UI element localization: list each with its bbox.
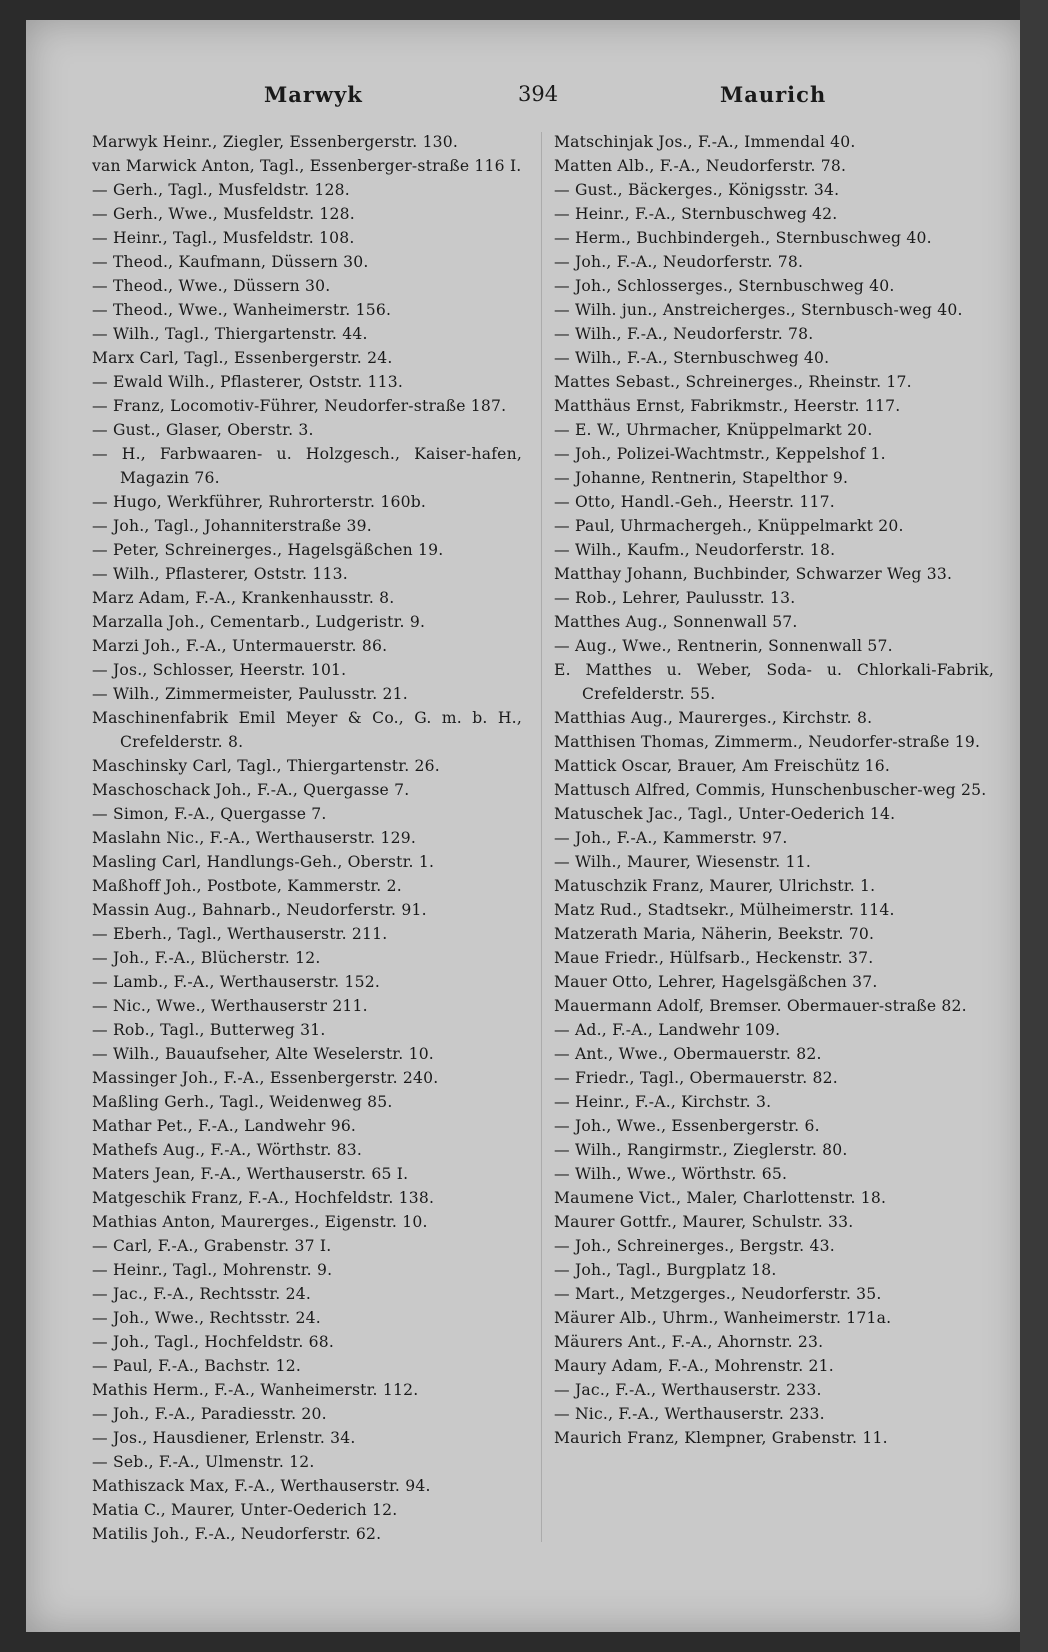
directory-entry: Mauer Otto, Lehrer, Hagelsgäßchen 37. [554, 973, 878, 991]
directory-entry: — Rob., Lehrer, Paulusstr. 13. [554, 589, 796, 607]
directory-entry: — Joh., Tagl., Hochfeldstr. 68. [92, 1333, 335, 1351]
directory-entry: — Joh., Tagl., Johanniterstraße 39. [92, 517, 372, 535]
directory-entry: — Otto, Handl.-Geh., Heerstr. 117. [554, 493, 835, 511]
directory-entry: Maslahn Nic., F.-A., Werthauserstr. 129. [92, 829, 416, 847]
directory-entry: Maumene Vict., Maler, Charlottenstr. 18. [554, 1189, 887, 1207]
directory-entry: — Eberh., Tagl., Werthauserstr. 211. [92, 925, 388, 943]
directory-entry: — Joh., Schlosserges., Sternbuschweg 40. [554, 277, 895, 295]
directory-entry: Matilis Joh., F.-A., Neudorferstr. 62. [92, 1525, 382, 1543]
directory-entry: — Wilh., F.-A., Sternbuschweg 40. [554, 349, 830, 367]
directory-entry: — Wilh., Bauaufseher, Alte Weselerstr. 10. [92, 1045, 434, 1063]
directory-entry: Mattusch Alfred, Commis, Hunschenbuscher-weg 25. [554, 781, 987, 799]
directory-entry: Maschinsky Carl, Tagl., Thiergartenstr. 26. [92, 757, 440, 775]
directory-entry: Matthäus Ernst, Fabrikmstr., Heerstr. 117. [554, 397, 901, 415]
directory-entry: — Wilh., F.-A., Neudorferstr. 78. [554, 325, 814, 343]
directory-entry: — Jac., F.-A., Werthauserstr. 233. [554, 1381, 822, 1399]
directory-entry: — Johanne, Rentnerin, Stapelthor 9. [554, 469, 849, 487]
directory-entry: Matthias Aug., Maurerges., Kirchstr. 8. [554, 709, 873, 727]
directory-entry: Massinger Joh., F.-A., Essenbergerstr. 240. [92, 1069, 439, 1087]
directory-entry: Mäurer Alb., Uhrm., Wanheimerstr. 171a. [554, 1309, 892, 1327]
directory-entry: — Joh., Wwe., Essenbergerstr. 6. [554, 1117, 820, 1135]
directory-entry: Matzerath Maria, Näherin, Beekstr. 70. [554, 925, 875, 943]
header-left-keyword: Marwyk [264, 82, 363, 107]
directory-entry: Matthes Aug., Sonnenwall 57. [554, 613, 798, 631]
page-number: 394 [518, 82, 559, 106]
directory-entry: — Ant., Wwe., Obermauerstr. 82. [554, 1045, 822, 1063]
directory-entry: Mäurers Ant., F.-A., Ahornstr. 23. [554, 1333, 824, 1351]
directory-entry: — Wilh., Kaufm., Neudorferstr. 18. [554, 541, 836, 559]
column-divider [541, 132, 542, 1542]
directory-entry: Marz Adam, F.-A., Krankenhausstr. 8. [92, 589, 395, 607]
directory-entry: — Jac., F.-A., Rechtsstr. 24. [92, 1285, 311, 1303]
directory-entry: — Nic., F.-A., Werthauserstr. 233. [554, 1405, 825, 1423]
directory-entry: — H., Farbwaaren- u. Holzgesch., Kaiser-hafen, Magazin 76. [92, 445, 522, 487]
directory-entry: Matgeschik Franz, F.-A., Hochfeldstr. 138. [92, 1189, 435, 1207]
directory-page [26, 20, 1024, 1632]
scan-edge [1020, 0, 1048, 1652]
directory-entry: Matia C., Maurer, Unter-Oederich 12. [92, 1501, 398, 1519]
directory-entry: — Lamb., F.-A., Werthauserstr. 152. [92, 973, 381, 991]
directory-entry: — Joh., F.-A., Kammerstr. 97. [554, 829, 788, 847]
directory-entry: — Heinr., F.-A., Kirchstr. 3. [554, 1093, 772, 1111]
directory-entry: Matthay Johann, Buchbinder, Schwarzer Weg 33. [554, 565, 953, 583]
directory-entry: Matten Alb., F.-A., Neudorferstr. 78. [554, 157, 847, 175]
directory-entry: Mathefs Aug., F.-A., Wörthstr. 83. [92, 1141, 363, 1159]
directory-entry: — Aug., Wwe., Rentnerin, Sonnenwall 57. [554, 637, 893, 655]
directory-entry: Maurich Franz, Klempner, Grabenstr. 11. [554, 1429, 888, 1447]
directory-entry: — Jos., Schlosser, Heerstr. 101. [92, 661, 347, 679]
directory-entry: — Wilh., Tagl., Thiergartenstr. 44. [92, 325, 368, 343]
directory-entry: Matschinjak Jos., F.-A., Immendal 40. [554, 133, 856, 151]
directory-entry: — Heinr., Tagl., Mohrenstr. 9. [92, 1261, 333, 1279]
directory-entry: — Nic., Wwe., Werthauserstr 211. [92, 997, 368, 1015]
directory-entry: — Jos., Hausdiener, Erlenstr. 34. [92, 1429, 356, 1447]
directory-entry: Massin Aug., Bahnarb., Neudorferstr. 91. [92, 901, 427, 919]
directory-entry: — Herm., Buchbindergeh., Sternbuschweg 40. [554, 229, 932, 247]
directory-entry: — Ewald Wilh., Pflasterer, Oststr. 113. [92, 373, 404, 391]
right-column [554, 130, 994, 1450]
directory-entry: Masling Carl, Handlungs-Geh., Oberstr. 1. [92, 853, 435, 871]
directory-entry: — Seb., F.-A., Ulmenstr. 12. [92, 1453, 315, 1471]
directory-entry: Mathis Herm., F.-A., Wanheimerstr. 112. [92, 1381, 419, 1399]
directory-entry: — Ad., F.-A., Landwehr 109. [554, 1021, 781, 1039]
directory-entry: — Joh., Wwe., Rechtsstr. 24. [92, 1309, 321, 1327]
directory-entry: — E. W., Uhrmacher, Knüppelmarkt 20. [554, 421, 873, 439]
directory-entry: Mattes Sebast., Schreinerges., Rheinstr. 17. [554, 373, 912, 391]
directory-entry: — Gerh., Wwe., Musfeldstr. 128. [92, 205, 355, 223]
directory-entry: — Paul, F.-A., Bachstr. 12. [92, 1357, 301, 1375]
directory-entry: — Gust., Bäckerges., Königsstr. 34. [554, 181, 840, 199]
directory-entry: — Gerh., Tagl., Musfeldstr. 128. [92, 181, 350, 199]
directory-entry: — Joh., Tagl., Burgplatz 18. [554, 1261, 777, 1279]
directory-entry: Matuschzik Franz, Maurer, Ulrichstr. 1. [554, 877, 876, 895]
directory-entry: — Friedr., Tagl., Obermauerstr. 82. [554, 1069, 838, 1087]
directory-entry: Marzalla Joh., Cementarb., Ludgeristr. 9. [92, 613, 426, 631]
directory-entry: — Wilh. jun., Anstreicherges., Sternbusch-weg 40. [554, 301, 963, 319]
directory-entry: — Hugo, Werkführer, Ruhrorterstr. 160b. [92, 493, 427, 511]
directory-entry: Maue Friedr., Hülfsarb., Heckenstr. 37. [554, 949, 874, 967]
directory-entry: — Gust., Glaser, Oberstr. 3. [92, 421, 314, 439]
directory-entry: Maschoschack Joh., F.-A., Quergasse 7. [92, 781, 410, 799]
directory-entry: — Wilh., Maurer, Wiesenstr. 11. [554, 853, 812, 871]
directory-entry: — Wilh., Rangirmstr., Zieglerstr. 80. [554, 1141, 848, 1159]
directory-entry: Maurer Gottfr., Maurer, Schulstr. 33. [554, 1213, 854, 1231]
directory-entry: Mathar Pet., F.-A., Landwehr 96. [92, 1117, 357, 1135]
directory-entry: — Joh., F.-A., Paradiesstr. 20. [92, 1405, 327, 1423]
page-header [26, 82, 1024, 112]
directory-entry: Matthisen Thomas, Zimmerm., Neudorfer-straße 19. [554, 733, 981, 751]
directory-entry: Matuschek Jac., Tagl., Unter-Oederich 14. [554, 805, 896, 823]
directory-entry: Maßhoff Joh., Postbote, Kammerstr. 2. [92, 877, 402, 895]
directory-entry: Maury Adam, F.-A., Mohrenstr. 21. [554, 1357, 834, 1375]
directory-entry: — Heinr., F.-A., Sternbuschweg 42. [554, 205, 838, 223]
directory-entry: — Franz, Locomotiv-Führer, Neudorfer-straße 187. [92, 397, 507, 415]
directory-entry: Mattick Oscar, Brauer, Am Freischütz 16. [554, 757, 891, 775]
directory-entry: — Mart., Metzgerges., Neudorferstr. 35. [554, 1285, 882, 1303]
directory-entry: Marwyk Heinr., Ziegler, Essenbergerstr. 130. [92, 133, 459, 151]
directory-entry: Marx Carl, Tagl., Essenbergerstr. 24. [92, 349, 393, 367]
directory-entry: — Simon, F.-A., Quergasse 7. [92, 805, 327, 823]
directory-entry: — Wilh., Zimmermeister, Paulusstr. 21. [92, 685, 408, 703]
directory-entry: — Wilh., Pflasterer, Oststr. 113. [92, 565, 348, 583]
directory-entry: — Paul, Uhrmachergeh., Knüppelmarkt 20. [554, 517, 904, 535]
directory-entry: — Joh., Schreinerges., Bergstr. 43. [554, 1237, 835, 1255]
directory-entry: — Joh., Polizei-Wachtmstr., Keppelshof 1. [554, 445, 886, 463]
directory-entry: — Theod., Wwe., Düssern 30. [92, 277, 331, 295]
left-column [92, 130, 522, 1546]
directory-entry: — Rob., Tagl., Butterweg 31. [92, 1021, 326, 1039]
directory-entry: Mathiszack Max, F.-A., Werthauserstr. 94. [92, 1477, 431, 1495]
directory-entry: — Theod., Kaufmann, Düssern 30. [92, 253, 369, 271]
directory-entry: — Heinr., Tagl., Musfeldstr. 108. [92, 229, 355, 247]
directory-entry: Maßling Gerh., Tagl., Weidenweg 85. [92, 1093, 393, 1111]
directory-entry: Matz Rud., Stadtsekr., Mülheimerstr. 114. [554, 901, 895, 919]
directory-entry: — Wilh., Wwe., Wörthstr. 65. [554, 1165, 788, 1183]
directory-entry: Mathias Anton, Maurerges., Eigenstr. 10. [92, 1213, 428, 1231]
directory-entry: van Marwick Anton, Tagl., Essenberger-straße 116 I. [92, 157, 522, 175]
header-right-keyword: Maurich [720, 82, 827, 107]
directory-entry: Maters Jean, F.-A., Werthauserstr. 65 I. [92, 1165, 409, 1183]
directory-entry: — Theod., Wwe., Wanheimerstr. 156. [92, 301, 392, 319]
directory-entry: — Carl, F.-A., Grabenstr. 37 I. [92, 1237, 332, 1255]
directory-entry: — Peter, Schreinerges., Hagelsgäßchen 19. [92, 541, 444, 559]
directory-entry: — Joh., F.-A., Blücherstr. 12. [92, 949, 321, 967]
directory-entry: Maschinenfabrik Emil Meyer & Co., G. m. b. H., Crefelderstr. 8. [92, 709, 522, 751]
directory-entry: — Joh., F.-A., Neudorferstr. 78. [554, 253, 804, 271]
directory-entry: E. Matthes u. Weber, Soda- u. Chlorkali-Fabrik, Crefelderstr. 55. [554, 661, 994, 703]
directory-entry: Mauermann Adolf, Bremser. Obermauer-straße 82. [554, 997, 967, 1015]
directory-entry: Marzi Joh., F.-A., Untermauerstr. 86. [92, 637, 388, 655]
